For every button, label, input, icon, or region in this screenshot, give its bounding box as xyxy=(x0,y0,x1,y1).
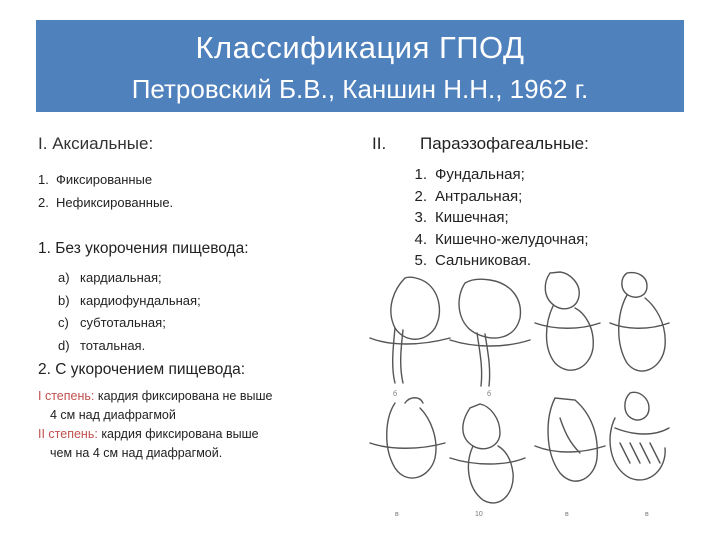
list-item: d) тотальная. xyxy=(58,337,146,353)
svg-text:в: в xyxy=(565,511,569,518)
forms-list xyxy=(38,267,358,357)
svg-text:б: б xyxy=(487,391,492,398)
slide-title: Классификация ГПОД xyxy=(195,30,525,65)
axial-section xyxy=(38,134,358,463)
paraesophageal-section xyxy=(372,134,702,272)
degree-list: I степень: кардия фиксирована не выше 4 см над диафрагмой II степень: кардия фиксирована выше чем на 4 см над диафрагмой. xyxy=(38,387,358,463)
list-item: c) субтотальная; xyxy=(58,315,166,330)
paraesophageal-heading: II. Параэзофагеальные: xyxy=(372,134,589,153)
axial-heading xyxy=(38,134,358,154)
stomach-hernia-illustrations xyxy=(365,268,670,520)
title-banner xyxy=(36,20,684,112)
axial-heading-num: I. xyxy=(38,134,48,153)
svg-text:в: в xyxy=(645,511,649,518)
list-item: 2. Антральная; xyxy=(414,187,523,205)
list-item: 1. Фиксированные xyxy=(38,172,153,187)
hernia-illustrations-figure xyxy=(365,268,670,520)
svg-text:б: б xyxy=(393,391,398,398)
list-item: 3. Кишечная; xyxy=(414,209,509,226)
svg-text:10: 10 xyxy=(475,511,483,518)
list-item: b) кардиофундальная; xyxy=(58,292,201,308)
paraesophageal-list xyxy=(372,164,702,272)
list-item: 2. Нефиксированные. xyxy=(38,195,174,210)
with-shortening-heading: 2. С укорочением пищевода: xyxy=(38,361,246,378)
list-item: 1. Фундальная; xyxy=(414,166,525,183)
svg-text:в: в xyxy=(395,511,399,518)
list-item: a) кардиальная; xyxy=(58,270,162,285)
list-item: 4. Кишечно-желудочная; xyxy=(414,230,589,248)
degree-2: II степень: кардия фиксирована выше xyxy=(38,427,259,441)
degree-1: I степень: кардия фиксирована не выше xyxy=(38,389,273,403)
slide-subtitle: Петровский Б.В., Каншин Н.Н., 1962 г. xyxy=(131,74,589,104)
list-item: 5. Сальниковая. xyxy=(414,252,532,269)
no-shortening-heading: 1. Без укорочения пищевода: xyxy=(38,240,249,257)
fixation-list xyxy=(38,168,358,214)
axial-heading-text: Аксиальные: xyxy=(52,134,154,153)
